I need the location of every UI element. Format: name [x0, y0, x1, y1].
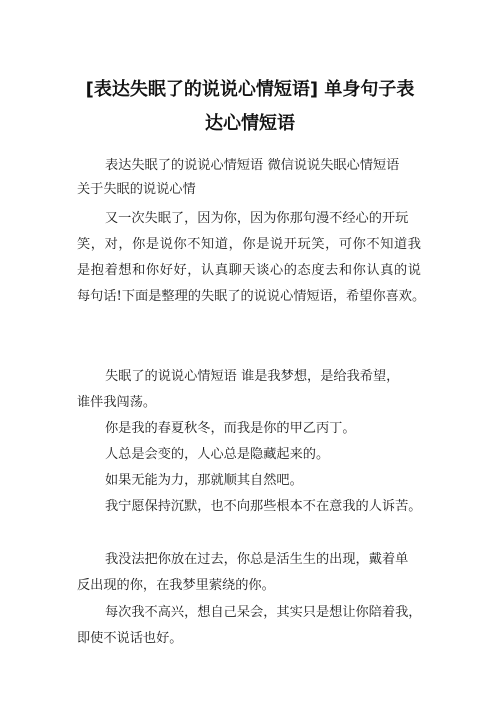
paragraph-line: 我没法把你放在过去，你总是活生生的出现，戴着单	[105, 552, 409, 567]
paragraph-line: 谁伴我闯荡。	[77, 395, 157, 410]
paragraph-line: 笑，对，你是说你不知道，你是说开玩笑，可你不知道我	[77, 237, 421, 252]
paragraph-line: 即使不说话也好。	[77, 631, 183, 646]
paragraph-line: 是抱着想和你好好，认真聊天谈心的态度去和你认真的说	[77, 263, 421, 278]
paragraph-line: 又一次失眠了，因为你，因为你那句漫不经心的开玩	[105, 211, 409, 226]
paragraph-line: 每次我不高兴，想自己呆会，其实只是想让你陪着我，	[105, 605, 422, 620]
paragraph-line: 如果无能为力，那就顺其自然吧。	[105, 473, 303, 488]
document-title-line-2: 达心情短语	[205, 113, 295, 134]
paragraph-line: 人总是会变的，人心总是隐藏起来的。	[105, 447, 330, 462]
paragraph-line: 反出现的你，在我梦里萦绕的你。	[77, 578, 275, 593]
paragraph-line: 失眠了的说说心情短语 谁是我梦想，是给我希望，	[105, 369, 400, 384]
paragraph-line: 表达失眠了的说说心情短语 微信说说失眠心情短语	[105, 158, 400, 173]
paragraph-line: 我宁愿保持沉默，也不向那些根本不在意我的人诉苦。	[105, 499, 422, 514]
paragraph-line: 关于失眠的说说心情	[77, 182, 196, 197]
document-title-line-1: [表达失眠了的说说心情短语] 单身句子表	[85, 79, 415, 100]
paragraph-line: 每句话!下面是整理的失眠了的说说心情短语，希望你喜欢。	[77, 289, 426, 304]
paragraph-line: 你是我的春夏秋冬，而我是你的甲乙丙丁。	[105, 421, 356, 436]
